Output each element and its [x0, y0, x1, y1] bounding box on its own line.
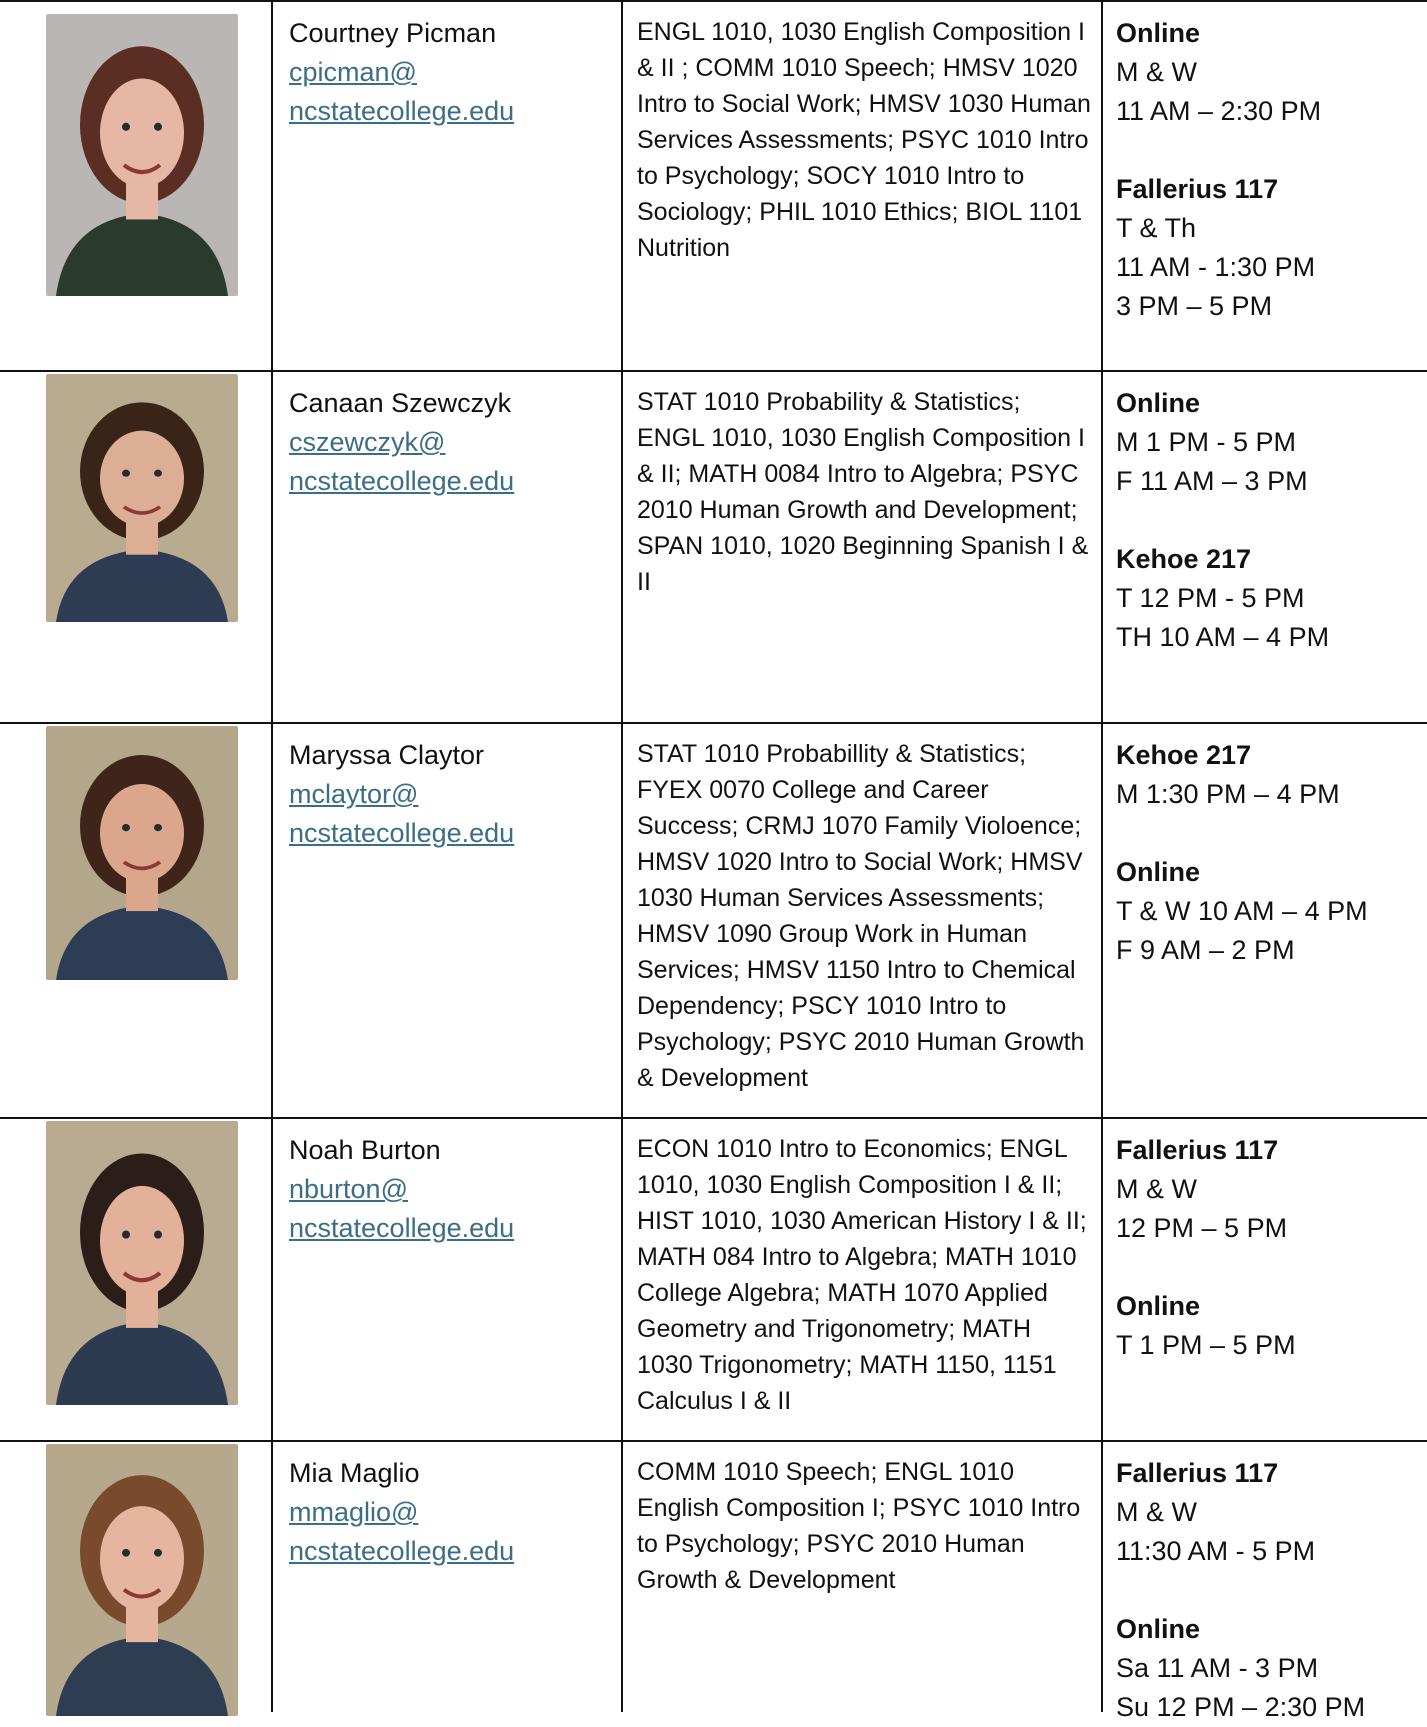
- row-divider: [0, 1117, 1427, 1119]
- schedule-time: 11 AM - 1:30 PM: [1116, 252, 1316, 282]
- schedule-time: T & W 10 AM – 4 PM: [1116, 896, 1368, 926]
- schedule-location: Fallerius 117: [1116, 1458, 1279, 1488]
- schedule-time: M & W: [1116, 1497, 1197, 1527]
- schedule-spacer: [1116, 1248, 1416, 1287]
- row-divider: [0, 0, 1427, 2]
- schedule-time: 11:30 AM - 5 PM: [1116, 1536, 1316, 1566]
- tutor-schedule: [1116, 1131, 1416, 1365]
- schedule-location: Fallerius 117: [1116, 1135, 1279, 1165]
- tutor-name: Mia Maglio: [289, 1458, 420, 1488]
- tutor-courses: COMM 1010 Speech; ENGL 1010 English Composition I; PSYC 1010 Intro to Psychology; PSYC 2010 Human Growth & Development: [637, 1458, 1081, 1594]
- schedule-time: F 9 AM – 2 PM: [1116, 935, 1295, 965]
- schedule-spacer: [1116, 501, 1416, 540]
- tutor-contact: [289, 384, 619, 501]
- tutor-email-link[interactable]: ncstatecollege.edu: [289, 1536, 515, 1566]
- schedule-location: Online: [1116, 18, 1201, 48]
- tutor-email-link[interactable]: ncstatecollege.edu: [289, 466, 515, 496]
- schedule-time: Su 12 PM – 2:30 PM: [1116, 1692, 1366, 1722]
- schedule-spacer: [1116, 814, 1416, 853]
- tutor-email-link[interactable]: ncstatecollege.edu: [289, 96, 515, 126]
- tutor-email-link[interactable]: mmaglio@: [289, 1497, 419, 1527]
- schedule-time: Sa 11 AM - 3 PM: [1116, 1653, 1319, 1683]
- tutor-courses: ENGL 1010, 1030 English Composition I & II ; COMM 1010 Speech; HMSV 1020 Intro to Social Work; HMSV 1030 Human Services Assessments; PSYC 1010 Intro to Psychology; SOCY 1010 Intro to Sociology; PHIL 1010 Ethics; BIOL 1101 Nutrition: [637, 18, 1091, 262]
- tutor-contact: [289, 14, 619, 131]
- row-divider: [0, 1440, 1427, 1442]
- schedule-time: 12 PM – 5 PM: [1116, 1213, 1288, 1243]
- tutor-courses: ECON 1010 Intro to Economics; ENGL 1010, 1030 English Composition I & II; HIST 1010, 1030 American History I & II; MATH 084 Intro to Algebra; MATH 1010 College Algebra; MATH 1070 Applied Geometry and Trigonometry; MATH 1030 Trigonometry; MATH 1150, 1151 Calculus I & II: [637, 1135, 1087, 1415]
- schedule-location: Kehoe 217: [1116, 740, 1252, 770]
- tutor-name: Maryssa Claytor: [289, 740, 485, 770]
- row-divider: [0, 370, 1427, 372]
- schedule-location: Fallerius 117: [1116, 174, 1279, 204]
- tutor-email-link[interactable]: cpicman@: [289, 57, 417, 87]
- column-divider: [271, 0, 273, 1712]
- column-divider: [621, 0, 623, 1712]
- tutor-photo: [46, 374, 238, 622]
- schedule-time: TH 10 AM – 4 PM: [1116, 622, 1330, 652]
- tutor-name: Canaan Szewczyk: [289, 388, 512, 418]
- tutor-photo: [46, 1121, 238, 1405]
- schedule-time: T 12 PM - 5 PM: [1116, 583, 1305, 613]
- schedule-location: Online: [1116, 857, 1201, 887]
- tutor-schedule: [1116, 14, 1416, 326]
- tutor-email-link[interactable]: mclaytor@: [289, 779, 419, 809]
- tutor-photo: [46, 726, 238, 980]
- tutor-email-link[interactable]: ncstatecollege.edu: [289, 818, 515, 848]
- tutor-name: Courtney Picman: [289, 18, 497, 48]
- schedule-location: Online: [1116, 388, 1201, 418]
- schedule-time: M & W: [1116, 57, 1197, 87]
- schedule-time: M 1 PM - 5 PM: [1116, 427, 1297, 457]
- schedule-time: 11 AM – 2:30 PM: [1116, 96, 1322, 126]
- schedule-spacer: [1116, 131, 1416, 170]
- tutor-name: Noah Burton: [289, 1135, 441, 1165]
- tutor-schedule: [1116, 1454, 1416, 1727]
- schedule-location: Online: [1116, 1614, 1201, 1644]
- tutor-contact: [289, 1454, 619, 1571]
- tutor-courses: STAT 1010 Probabillity & Statistics; FYEX 0070 College and Career Success; CRMJ 1070 Family Violoence; HMSV 1020 Intro to Social Work; HMSV 1030 Human Services Assessments; HMSV 1090 Group Work in Human Services; HMSV 1150 Intro to Chemical Dependency; PSCY 1010 Intro to Psychology; PSYC 2010 Human Growth & Development: [637, 740, 1085, 1092]
- schedule-time: 3 PM – 5 PM: [1116, 291, 1273, 321]
- schedule-location: Kehoe 217: [1116, 544, 1252, 574]
- tutor-courses: STAT 1010 Probability & Statistics; ENGL 1010, 1030 English Composition I & II; MATH 0084 Intro to Algebra; PSYC 2010 Human Growth and Development; SPAN 1010, 1020 Beginning Spanish I & II: [637, 388, 1089, 596]
- schedule-time: F 11 AM – 3 PM: [1116, 466, 1308, 496]
- tutor-schedule: [1116, 384, 1416, 657]
- schedule-time: T 1 PM – 5 PM: [1116, 1330, 1296, 1360]
- tutor-email-link[interactable]: cszewczyk@: [289, 427, 446, 457]
- schedule-time: M & W: [1116, 1174, 1197, 1204]
- tutor-contact: [289, 1131, 619, 1248]
- tutor-schedule: [1116, 736, 1416, 970]
- schedule-time: T & Th: [1116, 213, 1197, 243]
- tutor-email-link[interactable]: nburton@: [289, 1174, 408, 1204]
- tutor-contact: [289, 736, 619, 853]
- column-divider: [1101, 0, 1103, 1712]
- schedule-time: M 1:30 PM – 4 PM: [1116, 779, 1340, 809]
- tutor-photo: [46, 1444, 238, 1716]
- tutor-email-link[interactable]: ncstatecollege.edu: [289, 1213, 515, 1243]
- schedule-location: Online: [1116, 1291, 1201, 1321]
- tutor-photo: [46, 14, 238, 296]
- row-divider: [0, 722, 1427, 724]
- schedule-spacer: [1116, 1571, 1416, 1610]
